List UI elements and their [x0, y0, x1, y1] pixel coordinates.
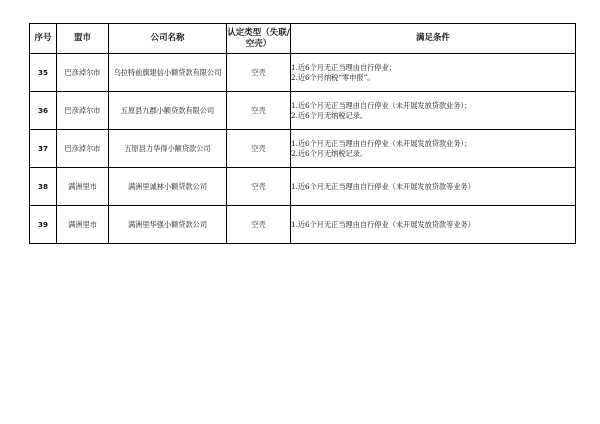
row-city: 满洲里市	[57, 168, 109, 206]
row-company: 满洲里诚林小额贷款公司	[109, 168, 227, 206]
condition-line: 1.近6个月无正当理由自行停业（未开展发放贷款业务）；	[291, 138, 472, 148]
row-conditions	[291, 54, 576, 92]
header-type: 认定类型（失联/空壳）	[227, 24, 291, 54]
condition-line: 1.近6个月无正当理由自行停业（未开展发放贷款等业务）	[291, 219, 475, 229]
row-seq: 35	[30, 54, 57, 92]
row-type: 空壳	[227, 168, 291, 206]
condition-line: 2.近6个月无纳税记录。	[291, 110, 368, 120]
row-seq: 38	[30, 168, 57, 206]
condition-line: 1.近6个月无正当理由自行停业；	[291, 62, 396, 72]
row-type: 空壳	[227, 206, 291, 244]
row-city: 巴彦淖尔市	[57, 130, 109, 168]
header-row	[30, 24, 576, 54]
condition-line: 2.近6个月纳税“零申报”。	[291, 72, 375, 82]
header-seq: 序号	[30, 24, 57, 54]
row-conditions	[291, 206, 576, 244]
row-seq: 36	[30, 92, 57, 130]
row-company: 乌拉特前旗建信小额贷款有限公司	[109, 54, 227, 92]
row-conditions	[291, 168, 576, 206]
row-type: 空壳	[227, 92, 291, 130]
row-seq: 37	[30, 130, 57, 168]
row-city: 满洲里市	[57, 206, 109, 244]
condition-line: 1.近6个月无正当理由自行停业（未开展发放贷款等业务）	[291, 181, 475, 191]
header-city: 盟市	[57, 24, 109, 54]
qualification-table	[29, 23, 576, 244]
header-conditions: 满足条件	[291, 24, 576, 54]
row-seq: 39	[30, 206, 57, 244]
row-conditions	[291, 92, 576, 130]
row-type: 空壳	[227, 54, 291, 92]
condition-line: 2.近6个月无纳税记录。	[291, 148, 368, 158]
row-city: 巴彦淖尔市	[57, 54, 109, 92]
table-row	[30, 54, 576, 92]
table-row	[30, 92, 576, 130]
row-company: 五原县力华得小额贷款公司	[109, 130, 227, 168]
row-company: 满洲里华强小额贷款公司	[109, 206, 227, 244]
table-row	[30, 206, 576, 244]
table-row	[30, 168, 576, 206]
header-company: 公司名称	[109, 24, 227, 54]
table-row	[30, 130, 576, 168]
row-company: 五原县九郡小额贷款有限公司	[109, 92, 227, 130]
row-city: 巴彦淖尔市	[57, 92, 109, 130]
row-type: 空壳	[227, 130, 291, 168]
row-conditions	[291, 130, 576, 168]
condition-line: 1.近6个月无正当理由自行停业（未开展发放贷款业务）；	[291, 100, 472, 110]
